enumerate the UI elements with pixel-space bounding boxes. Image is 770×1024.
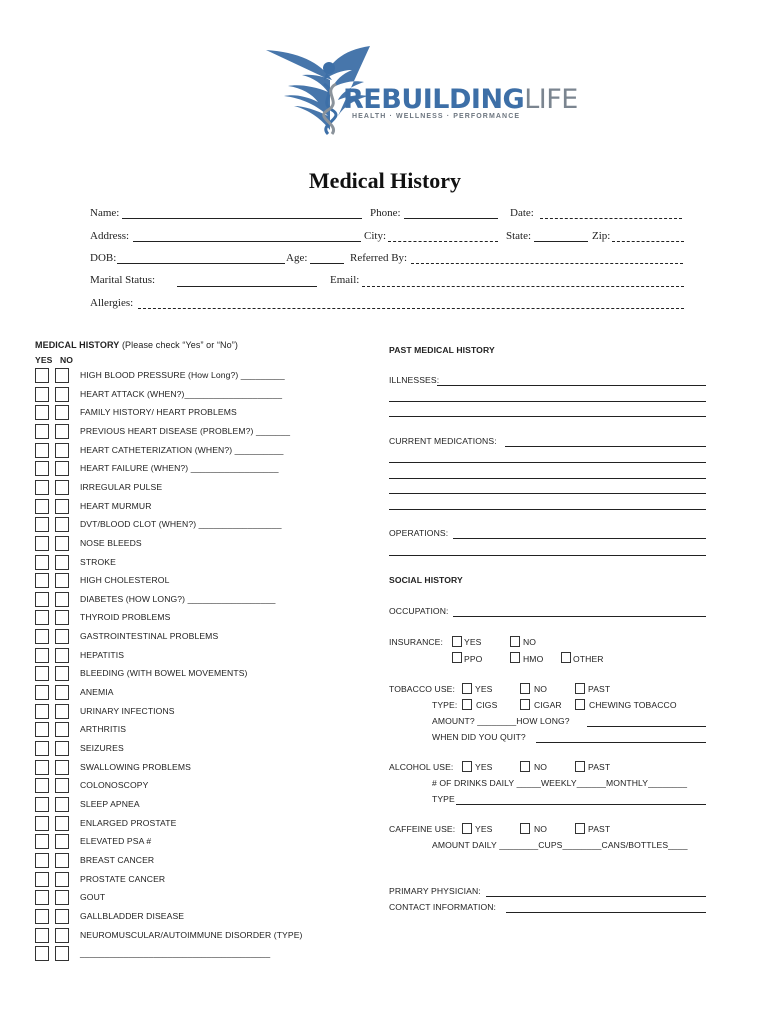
yes-checkbox[interactable] [35, 928, 49, 943]
yes-checkbox[interactable] [35, 610, 49, 625]
social-history-heading: SOCIAL HISTORY [389, 575, 463, 585]
yes-checkbox[interactable] [35, 722, 49, 737]
tobacco-amount-label: AMOUNT? ________HOW LONG? [432, 716, 570, 726]
condition-label: BREAST CANCER [80, 854, 155, 865]
past-medical-heading: PAST MEDICAL HISTORY [389, 345, 495, 355]
medications-line-5[interactable] [389, 509, 706, 510]
caffeine-past-label: PAST [588, 824, 611, 834]
marital-status-label: Marital Status: [90, 274, 156, 286]
tobacco-cigar-label: CIGAR [534, 700, 562, 710]
no-checkbox[interactable] [55, 424, 69, 439]
alcohol-label: ALCOHOL USE: [389, 762, 454, 772]
yes-checkbox[interactable] [35, 592, 49, 607]
yes-checkbox[interactable] [35, 629, 49, 644]
dob-field[interactable] [117, 263, 285, 264]
no-checkbox[interactable] [55, 909, 69, 924]
condition-label: PREVIOUS HEART DISEASE (PROBLEM?) _______ [80, 425, 291, 436]
medications-line-3[interactable] [389, 478, 706, 479]
condition-label: DIABETES (HOW LONG?) __________________ [80, 593, 276, 604]
zip-field[interactable] [612, 241, 684, 242]
no-checkbox[interactable] [55, 853, 69, 868]
insurance-other-label: OTHER [573, 654, 604, 664]
insurance-other-checkbox[interactable] [561, 652, 571, 663]
yes-checkbox[interactable] [35, 480, 49, 495]
medications-line-4[interactable] [389, 493, 706, 494]
yes-checkbox[interactable] [35, 573, 49, 588]
insurance-no-checkbox[interactable] [510, 636, 520, 647]
alcohol-drinks-label: # OF DRINKS DAILY _____WEEKLY______MONTHLY________ [432, 778, 688, 788]
zip-label: Zip: [592, 230, 611, 242]
condition-label: STROKE [80, 556, 116, 567]
no-checkbox[interactable] [55, 536, 69, 551]
medical-history-heading-bold: MEDICAL HISTORY [35, 340, 120, 350]
page-title: Medical History [308, 168, 462, 193]
medical-history-heading [35, 340, 238, 350]
operations-label: OPERATIONS: [389, 528, 449, 538]
tobacco-label: TOBACCO USE: [389, 684, 455, 694]
name-field[interactable] [122, 218, 362, 219]
allergies-label: Allergies: [90, 297, 134, 309]
insurance-label: INSURANCE: [389, 637, 444, 647]
no-checkbox[interactable] [55, 517, 69, 532]
condition-label: HEART CATHETERIZATION (WHEN?) __________ [80, 444, 284, 455]
tobacco-yes-label: YES [475, 684, 493, 694]
allergies-field[interactable] [138, 308, 684, 309]
yes-checkbox[interactable] [35, 387, 49, 402]
alcohol-past-label: PAST [588, 762, 611, 772]
no-checkbox[interactable] [55, 722, 69, 737]
yes-checkbox[interactable] [35, 946, 49, 961]
brand-name-accent: LIFE [524, 84, 578, 115]
condition-label: GOUT [80, 892, 106, 903]
condition-label: HIGH BLOOD PRESSURE (How Long?) _________ [80, 370, 285, 380]
yes-checkbox[interactable] [35, 816, 49, 831]
yes-checkbox[interactable] [35, 834, 49, 849]
referred-by-field[interactable] [411, 263, 683, 264]
tobacco-type-label: TYPE: [432, 700, 458, 710]
yes-checkbox[interactable] [35, 368, 49, 383]
medical-history-heading-note: (Please check “Yes” or “No”) [119, 340, 238, 350]
condition-label: NEUROMUSCULAR/AUTOIMMUNE DISORDER (TYPE) [80, 929, 303, 940]
age-field[interactable] [310, 263, 344, 264]
tobacco-no-checkbox[interactable] [520, 683, 530, 694]
operations-line-2[interactable] [389, 555, 706, 556]
tobacco-cigar-checkbox[interactable] [520, 699, 530, 710]
no-checkbox[interactable] [55, 741, 69, 756]
no-checkbox[interactable] [55, 760, 69, 775]
condition-label: SLEEP APNEA [80, 798, 140, 809]
condition-label: GASTROINTESTINAL PROBLEMS [80, 631, 219, 642]
yes-checkbox[interactable] [35, 536, 49, 551]
condition-label: GALLBLADDER DISEASE [80, 910, 185, 921]
medications-line-2[interactable] [389, 462, 706, 463]
contact-information-label: CONTACT INFORMATION: [389, 902, 497, 912]
yes-column-label: YES [35, 355, 53, 365]
tobacco-past-checkbox[interactable] [575, 683, 585, 694]
tobacco-how-long-field[interactable] [587, 726, 706, 727]
no-checkbox[interactable] [55, 499, 69, 514]
illnesses-label: ILLNESSES: [389, 375, 440, 385]
no-checkbox[interactable] [55, 648, 69, 663]
date-field[interactable] [540, 218, 682, 219]
no-checkbox[interactable] [55, 573, 69, 588]
illnesses-line-2[interactable] [389, 401, 706, 402]
yes-checkbox[interactable] [35, 704, 49, 719]
insurance-hmo-label: HMO [523, 654, 544, 664]
yes-checkbox[interactable] [35, 685, 49, 700]
no-checkbox[interactable] [55, 368, 69, 383]
condition-label: ENLARGED PROSTATE [80, 817, 177, 828]
no-checkbox[interactable] [55, 890, 69, 905]
no-checkbox[interactable] [55, 592, 69, 607]
condition-label: PROSTATE CANCER [80, 873, 166, 884]
alcohol-no-label: NO [534, 762, 548, 772]
condition-label: NOSE BLEEDS [80, 537, 142, 548]
yes-checkbox[interactable] [35, 797, 49, 812]
insurance-ppo-checkbox[interactable] [452, 652, 462, 663]
condition-label: _______________________________________ [80, 948, 271, 959]
no-checkbox[interactable] [55, 797, 69, 812]
tobacco-yes-checkbox[interactable] [462, 683, 472, 694]
no-checkbox[interactable] [55, 461, 69, 476]
caffeine-yes-label: YES [475, 824, 493, 834]
yes-checkbox[interactable] [35, 909, 49, 924]
no-checkbox[interactable] [55, 629, 69, 644]
contact-information-field[interactable] [506, 912, 706, 913]
condition-label: ELEVATED PSA # [80, 836, 152, 847]
occupation-field[interactable] [453, 616, 706, 617]
insurance-yes-label: YES [464, 637, 482, 647]
yes-checkbox[interactable] [35, 648, 49, 663]
tobacco-past-label: PAST [588, 684, 611, 694]
condition-label: ARTHRITIS [80, 724, 127, 735]
no-checkbox[interactable] [55, 685, 69, 700]
alcohol-type-field[interactable] [456, 804, 706, 805]
tobacco-cigs-label: CIGS [476, 700, 498, 710]
condition-label: HIGH CHOLESTEROL [80, 575, 170, 586]
no-checkbox[interactable] [55, 480, 69, 495]
no-column-label: NO [60, 355, 74, 365]
illnesses-field[interactable] [437, 385, 706, 386]
name-label: Name: [90, 207, 120, 219]
illnesses-line-3[interactable] [389, 416, 706, 417]
caffeine-yes-checkbox[interactable] [462, 823, 472, 834]
tobacco-quit-label: WHEN DID YOU QUIT? [432, 732, 526, 742]
condition-label: BLEEDING (WITH BOWEL MOVEMENTS) [80, 668, 248, 679]
no-checkbox[interactable] [55, 610, 69, 625]
yes-checkbox[interactable] [35, 760, 49, 775]
email-field[interactable] [362, 286, 684, 287]
current-medications-field[interactable] [505, 446, 706, 447]
alcohol-past-checkbox[interactable] [575, 761, 585, 772]
insurance-hmo-checkbox[interactable] [510, 652, 520, 663]
city-field[interactable] [388, 241, 498, 242]
no-checkbox[interactable] [55, 387, 69, 402]
yes-checkbox[interactable] [35, 443, 49, 458]
tobacco-chewing-label: CHEWING TOBACCO [589, 700, 677, 710]
alcohol-type-label: TYPE [432, 794, 455, 804]
caffeine-no-label: NO [534, 824, 548, 834]
condition-label: THYROID PROBLEMS [80, 612, 171, 623]
state-field[interactable] [534, 241, 588, 242]
brand-name [343, 84, 578, 115]
no-checkbox[interactable] [55, 834, 69, 849]
condition-label: HEART ATTACK (WHEN?)____________________ [80, 388, 283, 399]
condition-label: SEIZURES [80, 743, 124, 753]
address-field[interactable] [133, 241, 361, 242]
alcohol-no-checkbox[interactable] [520, 761, 530, 772]
dob-label: DOB: [90, 252, 117, 264]
condition-label: IRREGULAR PULSE [80, 481, 163, 492]
no-checkbox[interactable] [55, 816, 69, 831]
phone-label: Phone: [370, 207, 401, 219]
no-checkbox[interactable] [55, 405, 69, 420]
address-label: Address: [90, 230, 130, 242]
primary-physician-label: PRIMARY PHYSICIAN: [389, 886, 481, 896]
state-label: State: [506, 230, 532, 242]
city-label: City: [364, 230, 387, 242]
yes-checkbox[interactable] [35, 666, 49, 681]
age-label: Age: [286, 252, 308, 264]
alcohol-yes-checkbox[interactable] [462, 761, 472, 772]
no-checkbox[interactable] [55, 704, 69, 719]
phone-field[interactable] [404, 218, 498, 219]
no-checkbox[interactable] [55, 928, 69, 943]
yes-checkbox[interactable] [35, 555, 49, 570]
tobacco-quit-field[interactable] [536, 742, 706, 743]
no-checkbox[interactable] [55, 666, 69, 681]
no-checkbox[interactable] [55, 872, 69, 887]
brand-tagline: HEALTH · WELLNESS · PERFORMANCE [352, 113, 521, 120]
condition-label: URINARY INFECTIONS [80, 705, 175, 716]
yes-checkbox[interactable] [35, 499, 49, 514]
insurance-yes-checkbox[interactable] [452, 636, 462, 647]
caffeine-label: CAFFEINE USE: [389, 824, 456, 834]
yes-checkbox[interactable] [35, 778, 49, 793]
yes-checkbox[interactable] [35, 517, 49, 532]
referred-by-label: Referred By: [350, 252, 408, 264]
yes-checkbox[interactable] [35, 890, 49, 905]
condition-label: FAMILY HISTORY/ HEART PROBLEMS [80, 407, 237, 418]
caffeine-past-checkbox[interactable] [575, 823, 585, 834]
yes-checkbox[interactable] [35, 853, 49, 868]
condition-label: DVT/BLOOD CLOT (WHEN?) _________________ [80, 519, 282, 530]
tobacco-no-label: NO [534, 684, 548, 694]
condition-label: ANEMIA [80, 687, 114, 698]
email-label: Email: [330, 274, 360, 286]
yes-checkbox[interactable] [35, 872, 49, 887]
no-checkbox[interactable] [55, 443, 69, 458]
yes-checkbox[interactable] [35, 424, 49, 439]
yes-checkbox[interactable] [35, 741, 49, 756]
primary-physician-field[interactable] [486, 896, 706, 897]
operations-field[interactable] [453, 538, 706, 539]
no-checkbox[interactable] [55, 946, 69, 961]
yes-checkbox[interactable] [35, 405, 49, 420]
condition-label: HEART FAILURE (WHEN?) __________________ [80, 463, 279, 474]
current-medications-label: CURRENT MEDICATIONS: [389, 436, 497, 446]
occupation-label: OCCUPATION: [389, 606, 449, 616]
yes-checkbox[interactable] [35, 461, 49, 476]
condition-label: HEPATITIS [80, 649, 125, 660]
insurance-ppo-label: PPO [464, 654, 483, 664]
tobacco-chewing-checkbox[interactable] [575, 699, 585, 710]
no-checkbox[interactable] [55, 555, 69, 570]
date-label: Date: [510, 207, 534, 219]
no-checkbox[interactable] [55, 778, 69, 793]
brand-name-main: REBUILDING [343, 84, 525, 115]
tobacco-cigs-checkbox[interactable] [462, 699, 472, 710]
condition-label: COLONOSCOPY [80, 780, 149, 791]
condition-label: SWALLOWING PROBLEMS [80, 761, 191, 772]
condition-label: HEART MURMUR [80, 500, 152, 511]
alcohol-yes-label: YES [475, 762, 493, 772]
caffeine-no-checkbox[interactable] [520, 823, 530, 834]
marital-status-field[interactable] [177, 286, 317, 287]
caffeine-amount-label: AMOUNT DAILY ________CUPS________CANS/BOTTLES____ [432, 840, 688, 850]
insurance-no-label: NO [523, 637, 537, 647]
